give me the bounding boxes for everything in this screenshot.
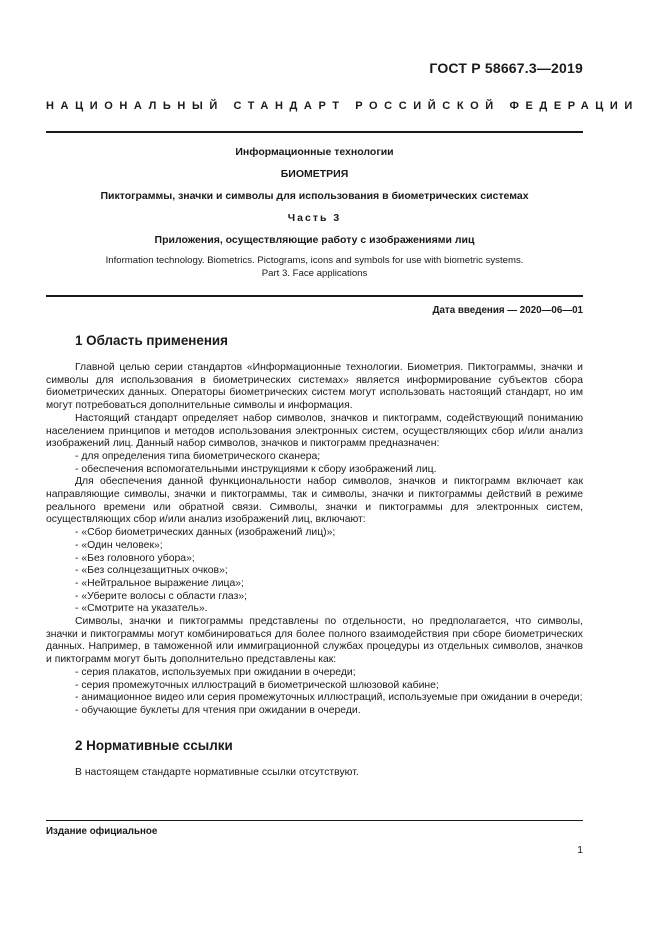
national-standard-banner: НАЦИОНАЛЬНЫЙ СТАНДАРТ РОССИЙСКОЙ ФЕДЕРАЦИИ (46, 100, 639, 112)
footer-rule (46, 820, 583, 821)
list-item: - «Один человек»; (75, 539, 163, 551)
list-item: - «Смотрите на указатель». (75, 603, 208, 615)
paragraph: Символы, значки и пиктограммы представлены по отдельности, но предполагается, что символы, значки и пиктограммы могут комбинироваться для более полного взаимодействия при сборе биометрических данных. Например, в таможенной или иммиграционной службах процедуры из отдельных символов, значков и пиктограмм могут быть дополнительно представлены как: (46, 616, 583, 666)
document-body (46, 333, 583, 779)
list-item: - для определения типа биометрического сканера; (75, 450, 321, 462)
title-line-3: Пиктограммы, значки и символы для использования в биометрических системах (100, 190, 529, 202)
list-item: - анимационное видео или серия промежуточных иллюстраций, используемые при ожидании в очереди; (75, 692, 583, 704)
section-2-heading: 2 Нормативные ссылки (75, 737, 233, 753)
title-line-2: БИОМЕТРИЯ (280, 168, 349, 180)
list-item: - «Без головного убора»; (75, 552, 195, 564)
top-rule (46, 131, 583, 133)
english-title-2: Part 3. Face applications (261, 267, 368, 279)
list-item: - «Сбор биометрических данных (изображений лиц)»; (75, 527, 336, 539)
paragraph: Настоящий стандарт определяет набор символов, значков и пиктограмм, содействующий пониманию населением принципов и методов использования электронных систем, осуществляющих сбор и/или анализ изображений лиц. Данный набор символов, значков и пиктограмм предназначен: (46, 412, 583, 450)
paragraph: В настоящем стандарте нормативные ссылки отсутствуют. (75, 766, 359, 778)
official-edition-label: Издание официальное (46, 826, 158, 837)
title-rule (46, 295, 583, 297)
list-item: - «Нейтральное выражение лица»; (75, 577, 244, 589)
paragraph: Для обеспечения данной функциональности набор символов, значков и пиктограмм включает как направляющие символы, значки и пиктограммы, так и символы, значки и пиктограммы действий в режиме реального времени или обратной связи. Символы, значки и пиктограммы для электронных систем, осуществляющих сбор и/или анализ изображений лиц, включают: (46, 476, 583, 526)
list-item: - серия плакатов, используемых при ожидании в очереди; (75, 666, 356, 678)
list-item: - «Без солнцезащитных очков»; (75, 565, 228, 577)
title-line-5: Приложения, осуществляющие работу с изображениями лиц (154, 234, 475, 246)
title-line-1: Информационные технологии (235, 146, 394, 158)
paragraph: Главной целью серии стандартов «Информационные технологии. Биометрия. Пиктограммы, значки и символы для использования в биометрических системах» является информирование субъектов сбора биометрических данных. Операторы биометрических систем могут использовать настоящий стандарт, но им могут потребоваться дополнительные символы и информация. (46, 362, 583, 412)
list-item: - обеспечения вспомогательными инструкциями к сбору изображений лиц. (75, 463, 437, 475)
standard-number: ГОСТ Р 58667.3—2019 (429, 60, 583, 76)
list-item: - «Уберите волосы с области глаз»; (75, 590, 248, 602)
part-label: Часть 3 (287, 212, 342, 224)
list-item: - обучающие буклеты для чтения при ожидании в очереди. (75, 704, 361, 716)
page-number: 1 (577, 845, 583, 856)
english-title-1: Information technology. Biometrics. Pictograms, icons and symbols for use with biometric systems. (105, 255, 524, 266)
title-block (46, 146, 583, 280)
list-item: - серия промежуточных иллюстраций в биометрической шлюзовой кабине; (75, 679, 439, 691)
section-1-heading: 1 Область применения (75, 333, 228, 348)
introduction-date: Дата введения — 2020—06—01 (432, 305, 583, 316)
